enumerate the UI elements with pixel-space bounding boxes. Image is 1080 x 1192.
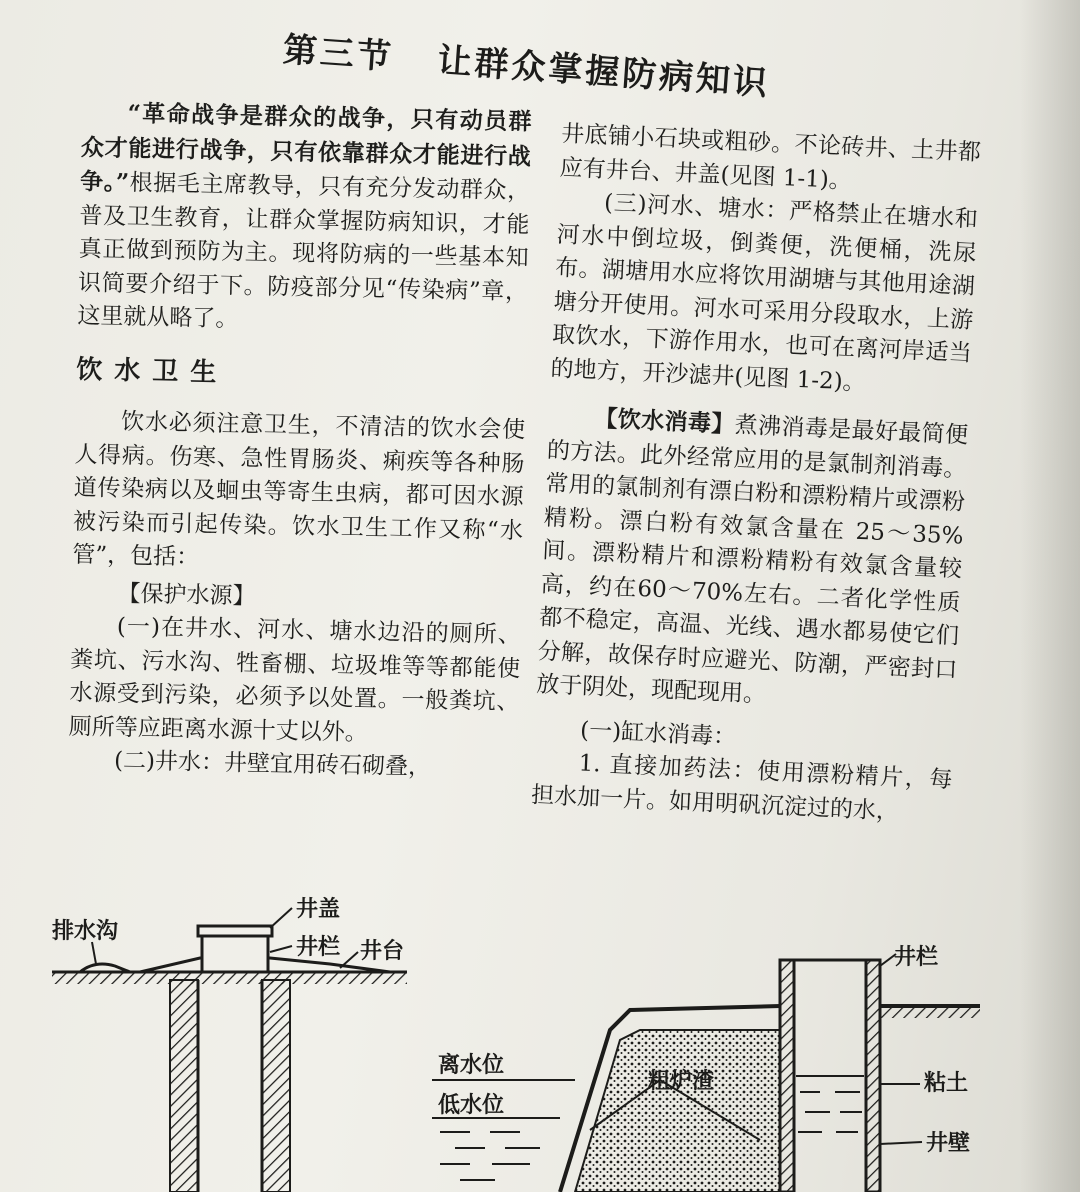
water-ripples bbox=[440, 1132, 540, 1180]
intro-quote: “革命战争是群众的战争，只有动员群众才能进行战争，只有依靠群众才能进行战争。” bbox=[79, 99, 532, 197]
paragraph-protect-1: (一)在井水、河水、塘水边沿的厕所、粪坑、污水沟、牲畜棚、垃圾堆等等都能使水源受到污染，必须予以处置。一般粪坑、厕所等应距离水源十丈以外。 bbox=[68, 613, 522, 746]
label-well-wall: 井壁 bbox=[926, 1131, 971, 1156]
paragraph-drinking-water: 饮水必须注意卫生，不清洁的饮水会使人得病。伤寒、急性胃肠炎、痢疾等各种肠道传染病以及蛔虫等寄生虫病，都可因水源被污染而引起传染。饮水卫生工作又称“水管”，包括： bbox=[72, 408, 526, 571]
paragraph-river-pond: (三)河水、塘水：严格禁止在塘水和河水中倒垃圾，倒粪便，洗便桶，洗尿布。湖塘用水应将饮用湖塘与其他用途湖塘分开使用。河水可采用分段取水，上游取饮水，下游作用水，也可在离河岸适当的地方，开沙滤井(见图 1-2)。 bbox=[550, 190, 979, 396]
label-platform: 井台 bbox=[360, 939, 405, 964]
disinfection-text: 煮沸消毒是最好最简便的方法。此外经常应用的是氯制剂消毒。常用的氯制剂有漂白粉和漂粉精片或漂粉精粉。漂白粉有效氯含量在 25～35%间。漂粉精片和漂粉精粉有效氯含量较高，约在60～70%左右。二者化学性质都不稳定，高温、光线、遇水都易使它们分解，故保存时应避光、防潮，严密封口放于阴处，现配现用。 bbox=[535, 412, 969, 708]
filter-well-wall-right bbox=[866, 960, 880, 1192]
figure-brick-well bbox=[52, 897, 407, 1192]
section-title bbox=[282, 22, 824, 109]
section-number: 第三节 bbox=[281, 29, 396, 78]
left-column bbox=[68, 96, 532, 787]
subheading-disinfection: 【饮水消毒】 bbox=[593, 404, 736, 439]
leader-cover bbox=[270, 908, 292, 928]
paragraph-disinfection bbox=[535, 400, 968, 721]
ground-surface bbox=[52, 972, 407, 984]
label-rail: 井栏 bbox=[296, 935, 341, 960]
well-diagrams bbox=[0, 880, 1080, 1192]
section-title-text: 让群众掌握防病知识 bbox=[436, 40, 772, 104]
filter-well-wall-left bbox=[780, 960, 794, 1192]
right-column bbox=[530, 118, 981, 831]
intro-rest: 根据毛主席教导，只有充分发动群众，普及卫生教育，让群众掌握防病知识，才能真正做到预防为主。现将防病的一些基本知识简要介绍于下。防疫部分见“传染病”章，这里就从略了。 bbox=[77, 170, 531, 333]
subheading-tank-water: (一)缸水消毒： bbox=[579, 716, 737, 751]
well-wall-right bbox=[262, 980, 290, 1192]
leader-wall bbox=[880, 1142, 922, 1144]
label-high-water: 离水位 bbox=[438, 1053, 505, 1078]
ground-hatch-right bbox=[880, 1008, 980, 1018]
label-low-water: 低水位 bbox=[438, 1093, 505, 1118]
slag-filter bbox=[575, 1030, 780, 1192]
label-slag: 粗炉渣 bbox=[648, 1069, 715, 1094]
label-drain: 排水沟 bbox=[52, 919, 119, 944]
leader-drain bbox=[92, 942, 96, 964]
paragraph-well-water: (二)井水：井壁宜用砖石砌叠， bbox=[113, 747, 432, 781]
figures bbox=[0, 880, 1080, 1192]
figure-sand-filter-well bbox=[432, 944, 980, 1192]
leader-rail bbox=[270, 946, 292, 952]
intro-paragraph bbox=[77, 96, 532, 343]
label-cover: 井盖 bbox=[296, 897, 341, 922]
paragraph-well-continued: 井底铺小石块或粗砂。不论砖井、土井都应有井台、井盖(见图 1-1)。 bbox=[559, 120, 982, 194]
well-wall-left bbox=[170, 980, 198, 1192]
label-filter-rail: 井栏 bbox=[894, 945, 939, 970]
subheading-protect-source: 【保护水源】 bbox=[117, 580, 256, 610]
paragraph-direct-dosing: 1. 直接加药法：使用漂粉精片，每担水加一片。如用明矾沉淀过的水， bbox=[530, 750, 953, 825]
well-rail bbox=[202, 936, 268, 972]
well-water bbox=[796, 1076, 864, 1132]
label-clay: 粘土 bbox=[924, 1071, 969, 1096]
heading-drinking-water-hygiene: 饮水卫生 bbox=[75, 354, 229, 388]
